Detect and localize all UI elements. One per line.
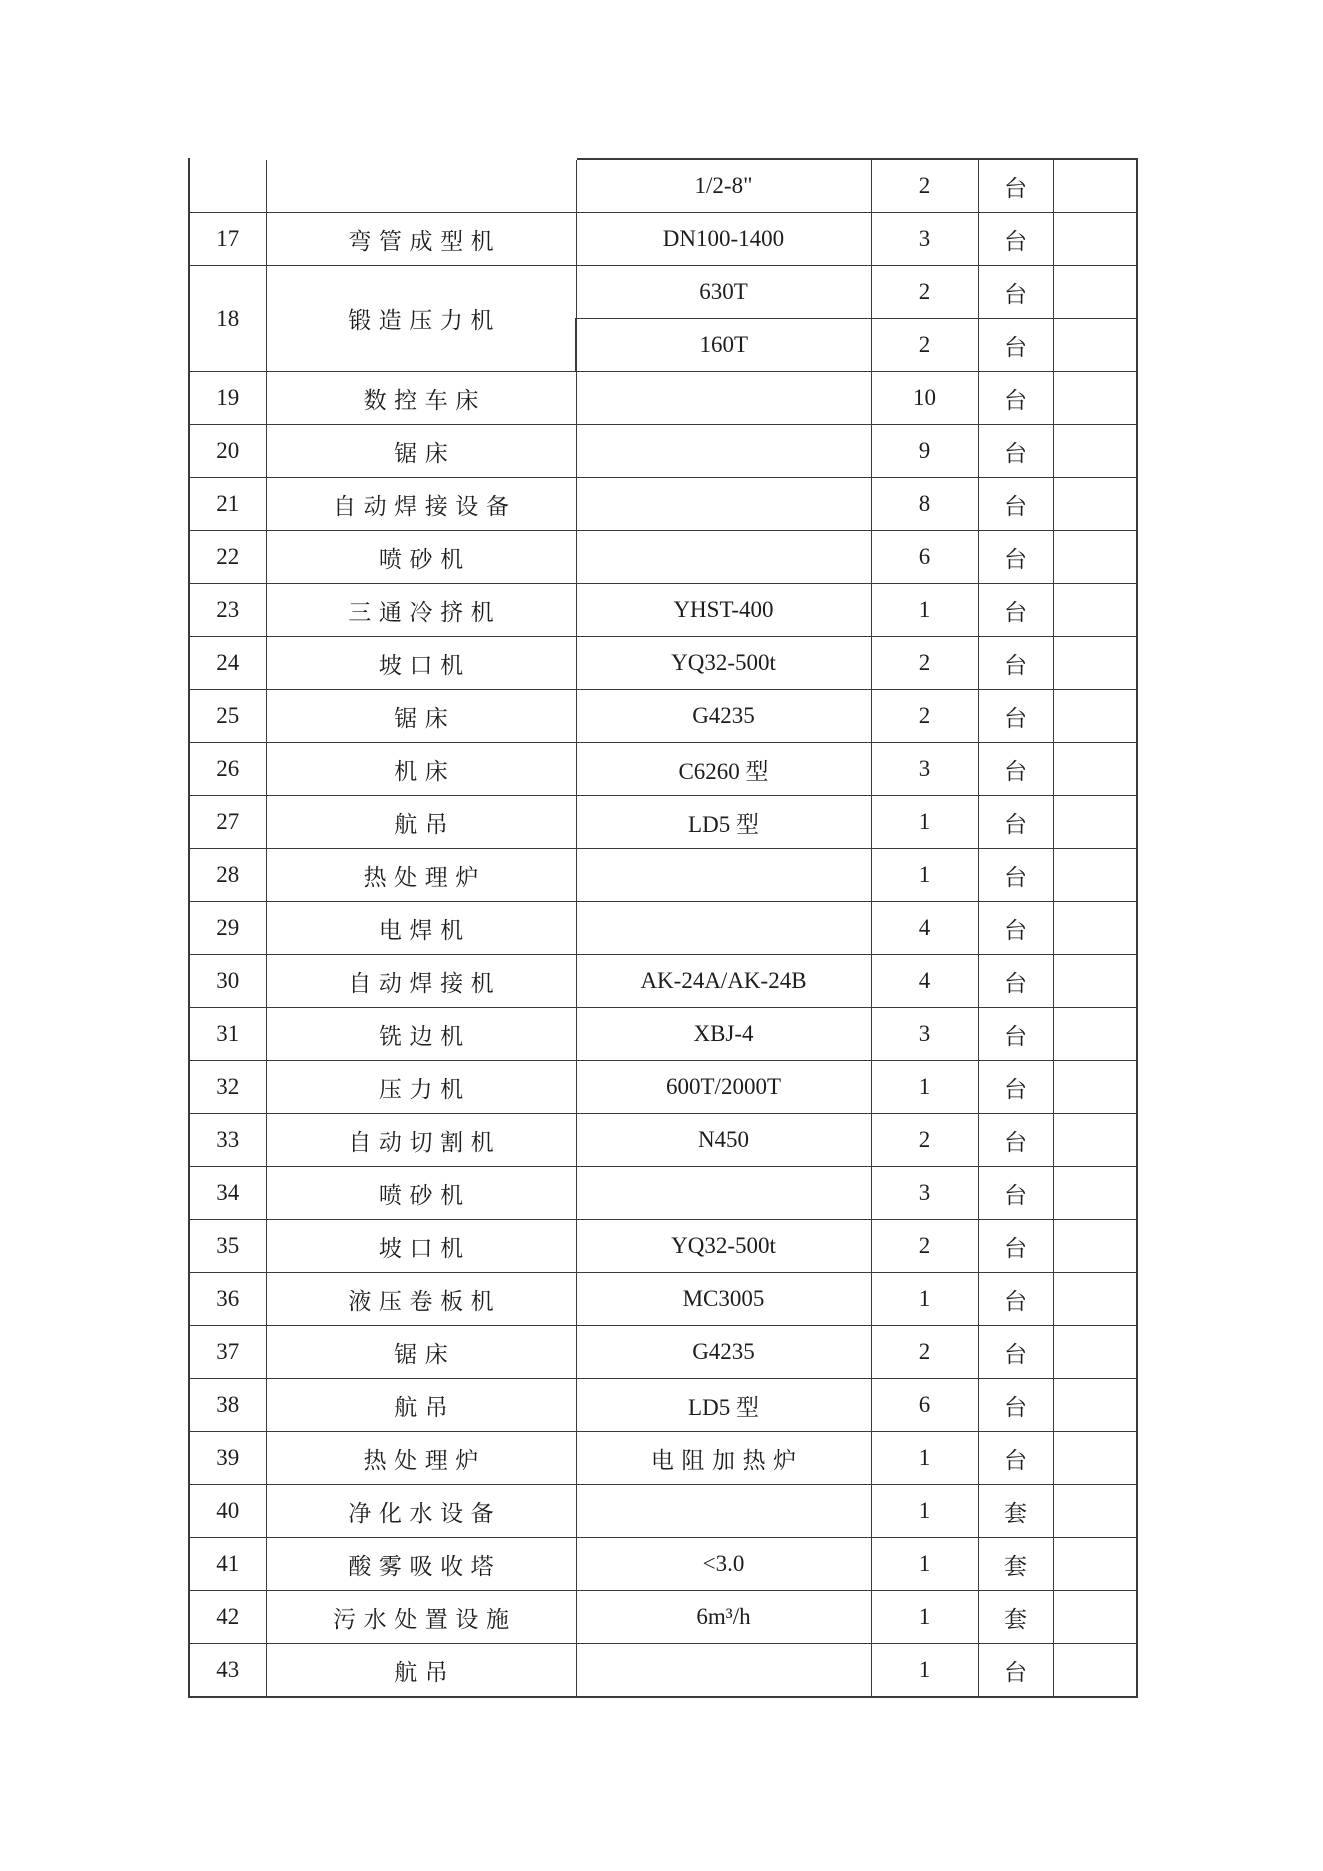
serial-cell: 18: [189, 266, 266, 372]
quantity-cell: 1: [871, 1485, 978, 1538]
table-row: [189, 425, 1137, 478]
spec-cell: 6m³/h: [576, 1591, 871, 1644]
quantity-cell: 3: [871, 1167, 978, 1220]
equipment-name-cell: [266, 955, 576, 1008]
note-cell: [1053, 584, 1137, 637]
equipment-name-cell-text: 航吊: [394, 811, 456, 837]
spec-cell: C6260 型: [576, 743, 871, 796]
quantity-cell: 1: [871, 849, 978, 902]
equipment-name-cell-text: 自动焊接设备: [333, 493, 517, 519]
equipment-name-cell-text: 液压卷板机: [348, 1288, 502, 1314]
note-cell: [1053, 1591, 1137, 1644]
table-row: [189, 1220, 1137, 1273]
equipment-name-cell: [266, 796, 576, 849]
spec-cell: LD5 型: [576, 1379, 871, 1432]
quantity-cell: 1: [871, 1432, 978, 1485]
note-cell: [1053, 1061, 1137, 1114]
spec-cell: [576, 478, 871, 531]
unit-cell: 台: [978, 902, 1053, 955]
equipment-name-cell: [266, 849, 576, 902]
quantity-cell: 2: [871, 1326, 978, 1379]
equipment-name-cell: [266, 266, 576, 372]
quantity-cell: 6: [871, 531, 978, 584]
equipment-name-cell-text: 航吊: [394, 1394, 456, 1420]
unit-cell: 台: [978, 1432, 1053, 1485]
spec-cell: YQ32-500t: [576, 637, 871, 690]
unit-cell: 台: [978, 849, 1053, 902]
equipment-name-cell-text: 喷砂机: [378, 1182, 471, 1208]
unit-cell: 套: [978, 1591, 1053, 1644]
note-cell: [1053, 319, 1137, 372]
equipment-name-cell-text: 污水处置设施: [333, 1606, 517, 1632]
equipment-name-cell: [266, 1538, 576, 1591]
unit-cell: 台: [978, 1326, 1053, 1379]
unit-cell: 台: [978, 1114, 1053, 1167]
note-cell: [1053, 1644, 1137, 1698]
note-cell: [1053, 531, 1137, 584]
quantity-cell: 2: [871, 319, 978, 372]
serial-cell: 39: [189, 1432, 266, 1485]
unit-cell: 台: [978, 159, 1053, 213]
unit-cell: 台: [978, 372, 1053, 425]
equipment-name-cell: [266, 1008, 576, 1061]
note-cell: [1053, 1485, 1137, 1538]
equipment-name-cell-text: 锯床: [394, 705, 456, 731]
spec-cell: DN100-1400: [576, 213, 871, 266]
note-cell: [1053, 425, 1137, 478]
table-row: [189, 1538, 1137, 1591]
quantity-cell: 3: [871, 1008, 978, 1061]
quantity-cell: 3: [871, 213, 978, 266]
note-cell: [1053, 1008, 1137, 1061]
quantity-cell: 9: [871, 425, 978, 478]
serial-cell: 32: [189, 1061, 266, 1114]
quantity-cell: 1: [871, 584, 978, 637]
quantity-cell: 4: [871, 902, 978, 955]
equipment-name-cell-text: 锻造压力机: [348, 308, 502, 333]
equipment-name-cell: [266, 213, 576, 266]
spec-cell: [576, 425, 871, 478]
serial-cell: 24: [189, 637, 266, 690]
equipment-name-cell-text: 自动切割机: [348, 1129, 502, 1155]
table-row: [189, 478, 1137, 531]
note-cell: [1053, 159, 1137, 213]
table-row: [189, 584, 1137, 637]
table-row: [189, 1379, 1137, 1432]
quantity-cell: 2: [871, 266, 978, 319]
unit-cell: 台: [978, 955, 1053, 1008]
unit-cell: 台: [978, 531, 1053, 584]
unit-cell: 台: [978, 1220, 1053, 1273]
serial-cell: 42: [189, 1591, 266, 1644]
equipment-name-cell: [266, 478, 576, 531]
note-cell: [1053, 372, 1137, 425]
equipment-name-cell: [266, 902, 576, 955]
quantity-cell: 10: [871, 372, 978, 425]
equipment-name-cell: [266, 1273, 576, 1326]
quantity-cell: 2: [871, 1220, 978, 1273]
note-cell: [1053, 478, 1137, 531]
serial-cell: 41: [189, 1538, 266, 1591]
quantity-cell: 1: [871, 1061, 978, 1114]
note-cell: [1053, 1379, 1137, 1432]
note-cell: [1053, 1538, 1137, 1591]
spec-cell: 630T: [576, 266, 871, 319]
equipment-name-cell: [266, 425, 576, 478]
quantity-cell: 6: [871, 1379, 978, 1432]
equipment-table-body: [189, 159, 1137, 1697]
spec-cell: [576, 1167, 871, 1220]
serial-cell: 31: [189, 1008, 266, 1061]
equipment-name-cell-text: 压力机: [378, 1076, 471, 1102]
equipment-name-cell-text: 热处理炉: [363, 864, 486, 890]
serial-cell: 28: [189, 849, 266, 902]
serial-cell: 29: [189, 902, 266, 955]
equipment-name-cell: [266, 1485, 576, 1538]
unit-cell: 台: [978, 319, 1053, 372]
quantity-cell: 1: [871, 1538, 978, 1591]
table-row: [189, 1273, 1137, 1326]
quantity-cell: 3: [871, 743, 978, 796]
spec-cell: [576, 1432, 871, 1485]
equipment-name-cell: [266, 1591, 576, 1644]
serial-cell: 17: [189, 213, 266, 266]
table-row: [189, 1644, 1137, 1698]
equipment-name-cell: [266, 584, 576, 637]
equipment-name-cell-text: 坡口机: [378, 1235, 471, 1261]
table-row: [189, 955, 1137, 1008]
equipment-name-cell-text: 铣边机: [378, 1023, 471, 1049]
table-row: [189, 690, 1137, 743]
note-cell: [1053, 1273, 1137, 1326]
note-cell: [1053, 743, 1137, 796]
equipment-name-cell-text: 酸雾吸收塔: [348, 1553, 502, 1579]
table-row: [189, 159, 1137, 213]
serial-cell: 34: [189, 1167, 266, 1220]
serial-cell: 36: [189, 1273, 266, 1326]
quantity-cell: 1: [871, 1273, 978, 1326]
unit-cell: 台: [978, 637, 1053, 690]
unit-cell: 套: [978, 1485, 1053, 1538]
unit-cell: 台: [978, 1379, 1053, 1432]
quantity-cell: 4: [871, 955, 978, 1008]
spec-cell: LD5 型: [576, 796, 871, 849]
unit-cell: 台: [978, 690, 1053, 743]
table-row: [189, 1485, 1137, 1538]
spec-cell: N450: [576, 1114, 871, 1167]
table-row: [189, 531, 1137, 584]
unit-cell: 台: [978, 1273, 1053, 1326]
table-row: [189, 743, 1137, 796]
serial-cell: 35: [189, 1220, 266, 1273]
serial-cell: 30: [189, 955, 266, 1008]
equipment-name-cell-text: 数控车床: [363, 387, 486, 413]
spec-cell: XBJ-4: [576, 1008, 871, 1061]
serial-cell: 19: [189, 372, 266, 425]
equipment-name-cell: [266, 1379, 576, 1432]
serial-cell: 20: [189, 425, 266, 478]
unit-cell: 台: [978, 743, 1053, 796]
quantity-cell: 1: [871, 1644, 978, 1698]
spec-cell: 160T: [576, 319, 871, 372]
equipment-name-cell-text: 自动焊接机: [348, 970, 502, 996]
table-row: [189, 1167, 1137, 1220]
quantity-cell: 2: [871, 1114, 978, 1167]
equipment-name-cell: [266, 743, 576, 796]
equipment-name-cell: [266, 637, 576, 690]
unit-cell: 台: [978, 425, 1053, 478]
note-cell: [1053, 849, 1137, 902]
unit-cell: 台: [978, 213, 1053, 266]
equipment-name-cell: [266, 531, 576, 584]
note-cell: [1053, 1220, 1137, 1273]
equipment-name-cell: [266, 1326, 576, 1379]
unit-cell: 台: [978, 796, 1053, 849]
note-cell: [1053, 266, 1137, 319]
note-cell: [1053, 796, 1137, 849]
equipment-table: [188, 158, 1138, 1698]
quantity-cell: 2: [871, 637, 978, 690]
note-cell: [1053, 1432, 1137, 1485]
equipment-name-cell: [266, 1114, 576, 1167]
spec-cell: 600T/2000T: [576, 1061, 871, 1114]
unit-cell: 台: [978, 1644, 1053, 1698]
spec-cell-text: 电阻加热炉: [650, 1447, 804, 1473]
equipment-name-cell-text: 三通冷挤机: [348, 599, 502, 625]
equipment-name-cell-text: 弯管成型机: [348, 228, 502, 254]
serial-cell: 26: [189, 743, 266, 796]
equipment-name-cell: [266, 159, 576, 213]
spec-cell: YQ32-500t: [576, 1220, 871, 1273]
spec-cell: <3.0: [576, 1538, 871, 1591]
spec-cell: [576, 902, 871, 955]
serial-cell: 23: [189, 584, 266, 637]
serial-cell: 37: [189, 1326, 266, 1379]
quantity-cell: 2: [871, 159, 978, 213]
spec-cell: AK-24A/AK-24B: [576, 955, 871, 1008]
equipment-name-cell-text: 净化水设备: [348, 1500, 502, 1526]
note-cell: [1053, 955, 1137, 1008]
equipment-name-cell: [266, 372, 576, 425]
unit-cell: 台: [978, 1008, 1053, 1061]
table-row: [189, 849, 1137, 902]
quantity-cell: 1: [871, 796, 978, 849]
equipment-name-cell: [266, 1061, 576, 1114]
equipment-name-cell-text: 热处理炉: [363, 1447, 486, 1473]
spec-cell: [576, 531, 871, 584]
spec-cell: YHST-400: [576, 584, 871, 637]
unit-cell: 台: [978, 1167, 1053, 1220]
spec-cell: [576, 849, 871, 902]
equipment-name-cell: [266, 1167, 576, 1220]
serial-cell: 21: [189, 478, 266, 531]
note-cell: [1053, 1326, 1137, 1379]
equipment-name-cell: [266, 690, 576, 743]
serial-cell: 40: [189, 1485, 266, 1538]
table-row: [189, 1432, 1137, 1485]
quantity-cell: 1: [871, 1591, 978, 1644]
equipment-name-cell: [266, 1432, 576, 1485]
table-row: [189, 1591, 1137, 1644]
spec-cell: G4235: [576, 690, 871, 743]
table-row: [189, 266, 1137, 319]
table-row: [189, 1061, 1137, 1114]
serial-cell: 43: [189, 1644, 266, 1698]
table-row: [189, 1114, 1137, 1167]
unit-cell: 台: [978, 584, 1053, 637]
note-cell: [1053, 1167, 1137, 1220]
note-cell: [1053, 1114, 1137, 1167]
serial-cell: 25: [189, 690, 266, 743]
serial-cell: 33: [189, 1114, 266, 1167]
serial-cell: [189, 159, 266, 213]
quantity-cell: 8: [871, 478, 978, 531]
table-row: [189, 1008, 1137, 1061]
spec-cell: 1/2-8": [576, 159, 871, 213]
equipment-name-cell-text: 航吊: [394, 1659, 456, 1685]
spec-cell: [576, 1485, 871, 1538]
equipment-name-cell-text: 锯床: [394, 1341, 456, 1367]
equipment-name-cell-text: 坡口机: [378, 652, 471, 678]
unit-cell: 台: [978, 1061, 1053, 1114]
spec-cell: [576, 372, 871, 425]
serial-cell: 22: [189, 531, 266, 584]
unit-cell: 台: [978, 266, 1053, 319]
table-row: [189, 796, 1137, 849]
equipment-name-cell-text: 锯床: [394, 440, 456, 466]
unit-cell: 台: [978, 478, 1053, 531]
equipment-name-cell: [266, 1644, 576, 1698]
spec-cell: MC3005: [576, 1273, 871, 1326]
note-cell: [1053, 690, 1137, 743]
note-cell: [1053, 902, 1137, 955]
equipment-name-cell-text: 电焊机: [378, 917, 471, 943]
table-row: [189, 902, 1137, 955]
table-row: [189, 213, 1137, 266]
serial-cell: 38: [189, 1379, 266, 1432]
table-row: [189, 372, 1137, 425]
equipment-name-cell: [266, 1220, 576, 1273]
note-cell: [1053, 213, 1137, 266]
quantity-cell: 2: [871, 690, 978, 743]
equipment-name-cell-text: 喷砂机: [378, 546, 471, 572]
equipment-name-cell-text: 机床: [394, 758, 456, 784]
unit-cell: 套: [978, 1538, 1053, 1591]
note-cell: [1053, 637, 1137, 690]
table-row: [189, 1326, 1137, 1379]
spec-cell: G4235: [576, 1326, 871, 1379]
table-row: [189, 637, 1137, 690]
serial-cell: 27: [189, 796, 266, 849]
spec-cell: [576, 1644, 871, 1698]
